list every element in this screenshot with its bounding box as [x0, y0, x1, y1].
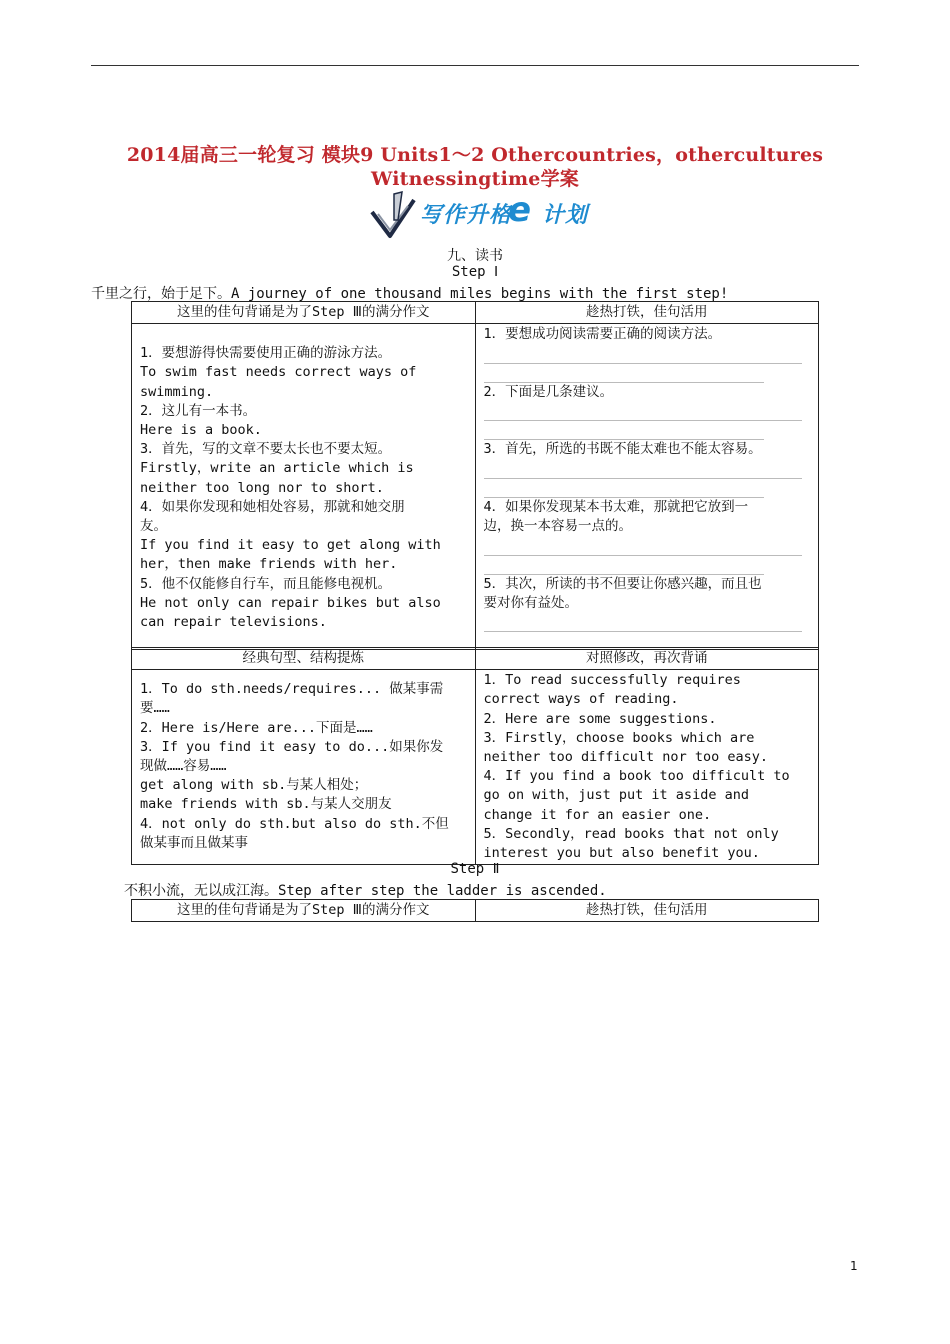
text-line: To swim fast needs correct ways of	[140, 364, 417, 381]
text-line: 5．Secondly，read books that not only	[483, 825, 779, 842]
answer-blank[interactable]	[484, 402, 803, 421]
text-line: 3．Firstly，choose books which are	[483, 729, 755, 746]
text-line: 要……	[140, 700, 170, 717]
practice-table-1	[131, 301, 819, 650]
prompt-line: 1．要想成功阅读需要正确的阅读方法。	[483, 326, 722, 343]
table1-right-header: 趁热打铁，佳句活用	[475, 302, 819, 324]
text-line: 3．If you find it easy to do...如果你发	[140, 738, 444, 755]
answer-blank[interactable]	[484, 460, 803, 479]
step1-proverb: 千里之行，始于足下。A journey of one thousand miles begins with the first step!	[91, 286, 729, 302]
text-line: get along with sb.与某人相处；	[140, 777, 368, 794]
book-pen-logo-icon	[368, 190, 418, 244]
prompt-line: 要对你有益处。	[483, 594, 578, 611]
text-line: 5．他不仅能修自行车，而且能修电视机。	[140, 575, 392, 592]
step1-label: Step Ⅰ	[451, 264, 499, 280]
text-line: 友。	[140, 518, 167, 535]
answer-blank[interactable]	[484, 479, 765, 498]
prompt-line: 4．如果你发现某本书太难，那就把它放到一	[483, 498, 749, 515]
text-line: 4．not only do sth.but also do sth.不但	[140, 815, 449, 832]
answer-blank[interactable]	[484, 613, 803, 632]
table2-right-header: 对照修改，再次背诵	[475, 648, 819, 670]
text-line: He not only can repair bikes but also	[140, 594, 441, 611]
banner-text-a: 写作升格	[420, 203, 513, 228]
prompt-line: 边，换一本容易一点的。	[483, 518, 632, 535]
text-line: 4．如果你发现和她相处容易，那就和她交朋	[140, 498, 405, 515]
table2-structures	[132, 670, 476, 865]
text-line: go on with，just put it aside and	[483, 787, 749, 804]
text-line: 1．To do sth.needs/requires... 做某事需	[140, 681, 444, 698]
table2-answers	[475, 670, 819, 865]
step2-proverb: 不积小流，无以成江海。Step after step the ladder is ascended.	[124, 883, 607, 899]
text-line: Firstly，write an article which is	[140, 460, 414, 477]
text-line: If you find it easy to get along with	[140, 537, 441, 554]
page-number: 1	[850, 1259, 858, 1273]
text-line: 现做……容易……	[140, 758, 227, 775]
answer-blank[interactable]	[484, 536, 803, 555]
text-line: change it for an easier one.	[483, 806, 712, 823]
answer-blank[interactable]	[484, 421, 765, 440]
writing-upgrade-banner	[368, 190, 618, 244]
table1-left-header: 这里的佳句背诵是为了Step Ⅲ的满分作文	[132, 302, 476, 324]
text-line: interest you but also benefit you.	[483, 845, 760, 862]
text-line: 2．这儿有一本书。	[140, 402, 257, 419]
table3-left-header: 这里的佳句背诵是为了Step Ⅲ的满分作文	[132, 900, 476, 922]
text-line: 3．首先，写的文章不要太长也不要太短。	[140, 441, 392, 458]
document-title-line1: 2014届高三一轮复习 模块9 Units1～2 Othercountries，othercultures	[126, 144, 824, 166]
text-line: neither too difficult nor too easy.	[483, 749, 768, 766]
table1-practice-column	[475, 324, 819, 650]
document-title-line2: Witnessingtime学案	[371, 168, 579, 190]
answer-blank[interactable]	[484, 364, 765, 383]
text-line: can repair televisions.	[140, 614, 327, 631]
header-rule	[91, 65, 859, 66]
text-line: her，then make friends with her.	[140, 556, 398, 573]
text-line: neither too long nor to short.	[140, 479, 384, 496]
banner-e-letter: e	[508, 190, 532, 230]
table2-left-header: 经典句型、结构提炼	[132, 648, 476, 670]
answer-blank[interactable]	[484, 556, 765, 575]
table3-right-header: 趁热打铁，佳句活用	[475, 900, 819, 922]
step2-label: Step Ⅱ	[450, 861, 500, 877]
text-line: swimming.	[140, 383, 214, 400]
text-line: Here is a book.	[140, 422, 262, 439]
practice-table-3	[131, 899, 819, 922]
structure-table	[131, 647, 819, 865]
prompt-line: 2．下面是几条建议。	[483, 383, 614, 400]
text-line: correct ways of reading.	[483, 691, 679, 708]
banner-text-b: 计划	[542, 203, 589, 228]
text-line: 1．To read successfully requires	[483, 672, 741, 689]
table1-model-sentences	[132, 324, 476, 650]
text-line: 2．Here are some suggestions.	[483, 710, 717, 727]
text-line: make friends with sb.与某人交朋友	[140, 796, 392, 813]
text-line: 4．If you find a book too difficult to	[483, 768, 790, 785]
section-heading: 九、读书	[447, 248, 503, 264]
prompt-line: 3．首先，所选的书既不能太难也不能太容易。	[483, 441, 762, 458]
text-line: 1．要想游得快需要使用正确的游泳方法。	[140, 345, 392, 362]
text-line: 2．Here is/Here are...下面是……	[140, 719, 373, 736]
answer-blank[interactable]	[484, 344, 803, 363]
text-line: 做某事而且做某事	[140, 834, 248, 851]
prompt-line: 5．其次，所读的书不但要让你感兴趣，而且也	[483, 575, 762, 592]
